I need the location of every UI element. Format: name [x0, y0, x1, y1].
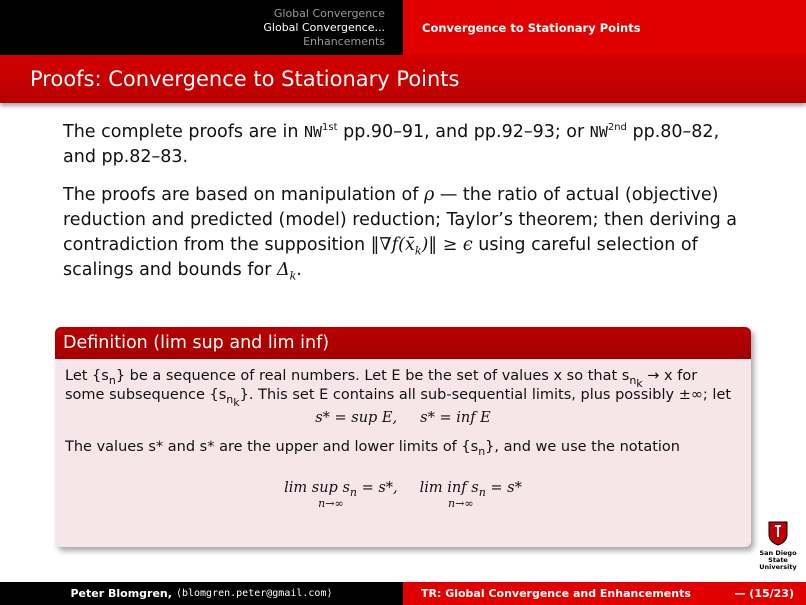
- math-grad-norm: [370, 235, 473, 258]
- header-bar: [0, 0, 806, 55]
- definition-text: [65, 367, 741, 410]
- math-sub: n: [226, 392, 234, 406]
- math-text: = s*,: [356, 480, 398, 496]
- liminf-expression: [420, 479, 522, 510]
- text: — the ratio of actual (objective) reduction and predicted (model) reduction; Taylor’s theorem; then deriving a contradiction from the supposition: [63, 185, 738, 255]
- math-display: s* = sup E, s* = inf E: [315, 410, 491, 426]
- section-link-global-convergence-current[interactable]: Global Convergence...: [263, 20, 385, 34]
- text: → x for some subsequence {s: [65, 368, 698, 403]
- text: pp.80–82, and pp.82–83.: [63, 122, 720, 167]
- math-sub: n: [478, 485, 486, 499]
- subsection-link[interactable]: Convergence to Stationary Points: [422, 20, 641, 35]
- math-sub: n: [108, 373, 116, 387]
- math-rho: ρ: [423, 185, 435, 205]
- math-sub: n: [349, 485, 357, 499]
- talk-title[interactable]: TR: Global Convergence and Enhancements: [421, 587, 691, 600]
- footer-bar: [0, 582, 806, 605]
- definition-body: [55, 359, 751, 518]
- math-sub: k: [414, 244, 422, 258]
- paragraph-references: [63, 120, 753, 170]
- university-logo: [750, 520, 806, 571]
- text: The proofs are based on manipulation of: [63, 185, 419, 205]
- math-text: = s*: [485, 480, 522, 496]
- university-shield-icon: [767, 520, 789, 546]
- definition-title-bar: [55, 327, 751, 359]
- reference-nw: NW: [589, 123, 608, 141]
- math-sub: n: [629, 373, 637, 387]
- display-equation-limits: [65, 479, 741, 510]
- math-delta-k: [276, 260, 297, 283]
- text: } be a sequence of real numbers. Let E be the set of values x so that s: [115, 368, 630, 384]
- edition-sup: 2nd: [607, 122, 627, 134]
- text: using careful selection of scalings and bounds for: [63, 235, 698, 280]
- footer-talk: [403, 582, 806, 605]
- limsup-expression: [284, 479, 398, 510]
- display-equation-sup-inf: [65, 409, 741, 428]
- definition-title: Definition (lim sup and lim inf): [63, 333, 330, 353]
- section-nav: [0, 0, 403, 55]
- limit-subscript: n→∞: [318, 497, 344, 510]
- text: pp.90–91, and pp.92–93; or: [337, 122, 585, 142]
- author-name: Peter Blomgren,: [70, 587, 172, 600]
- text: The values s* and s* are the upper and lower limits of {s: [65, 439, 479, 455]
- math-sub: n: [478, 444, 486, 458]
- text: Let {s: [65, 368, 109, 384]
- university-name: San Diego State University: [759, 549, 797, 571]
- math-text: lim inf s: [419, 480, 479, 496]
- page-number: — (15/23): [734, 587, 794, 600]
- limit-subscript: n→∞: [448, 497, 474, 510]
- slide-content: [63, 120, 753, 296]
- definition-block: [55, 327, 751, 547]
- edition-sup: 1st: [322, 122, 338, 134]
- text: .: [296, 260, 302, 280]
- math-text: lim sup s: [284, 480, 350, 496]
- math-text: ‖∇f(x̄: [370, 235, 415, 255]
- math-subsub: k: [233, 396, 240, 410]
- text: The complete proofs are in: [63, 122, 299, 142]
- author-email[interactable]: ⟨blomgren.peter@gmail.com⟩: [175, 588, 333, 599]
- math-sub: k: [289, 269, 297, 283]
- section-link-enhancements[interactable]: Enhancements: [303, 34, 385, 48]
- math-text: )‖ ≥ ϵ: [421, 235, 473, 255]
- definition-text-notation: [65, 438, 741, 457]
- paragraph-proof-method: [63, 183, 753, 283]
- text: }. This set E contains all sub-sequential limits, plus possibly ±∞; let: [239, 387, 732, 403]
- section-link-global-convergence[interactable]: Global Convergence: [273, 6, 385, 20]
- math-text: Δ: [276, 260, 290, 280]
- text: }, and we use the notation: [485, 439, 680, 455]
- slide-title: Proofs: Convergence to Stationary Points: [30, 67, 460, 91]
- slide-title-bar: [0, 55, 806, 103]
- reference-nw: NW: [303, 123, 323, 141]
- footer-author: [0, 582, 403, 605]
- subsection-nav: [403, 0, 806, 55]
- math-subsub: k: [636, 377, 643, 391]
